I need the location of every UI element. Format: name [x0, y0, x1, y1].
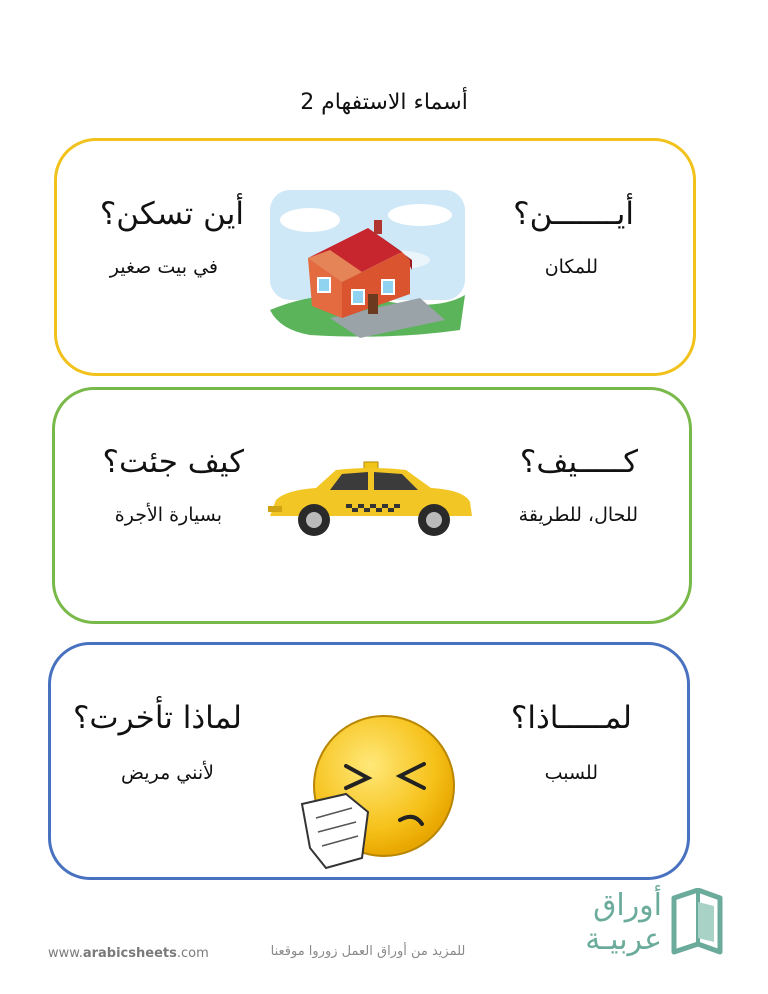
question-word: لمـــــاذا؟: [510, 700, 632, 736]
example-question: كيف جئت؟: [102, 444, 244, 480]
footer-url-brand: arabicsheets: [82, 946, 177, 961]
footer-url-prefix: www.: [48, 946, 83, 961]
footer-url-suffix: .com: [176, 946, 209, 961]
sick-face-icon: [296, 708, 466, 876]
question-word: أيـــــــن؟: [513, 196, 634, 232]
question-word: كـــــيف؟: [519, 444, 638, 480]
question-usage: للمكان: [544, 256, 598, 278]
question-usage: للحال، للطريقة: [518, 504, 638, 526]
logo-line-1: أوراق: [593, 888, 662, 923]
example-answer: بسيارة الأجرة: [114, 504, 222, 526]
footer-website[interactable]: [48, 946, 209, 961]
house-icon: [270, 190, 465, 345]
taxi-icon: [266, 460, 476, 540]
logo-line-2: عربيـة: [585, 922, 662, 957]
logo-book-icon: [668, 888, 726, 956]
question-usage: للسبب: [544, 762, 598, 784]
page-title: أسماء الاستفهام 2: [300, 90, 468, 115]
footer-message: للمزيد من أوراق العمل زوروا موقعنا: [270, 944, 466, 959]
example-answer: في بيت صغير: [109, 256, 218, 278]
example-question: لماذا تأخرت؟: [72, 700, 242, 736]
example-answer: لأنني مريض: [121, 762, 214, 784]
example-question: أين تسكن؟: [99, 196, 244, 232]
